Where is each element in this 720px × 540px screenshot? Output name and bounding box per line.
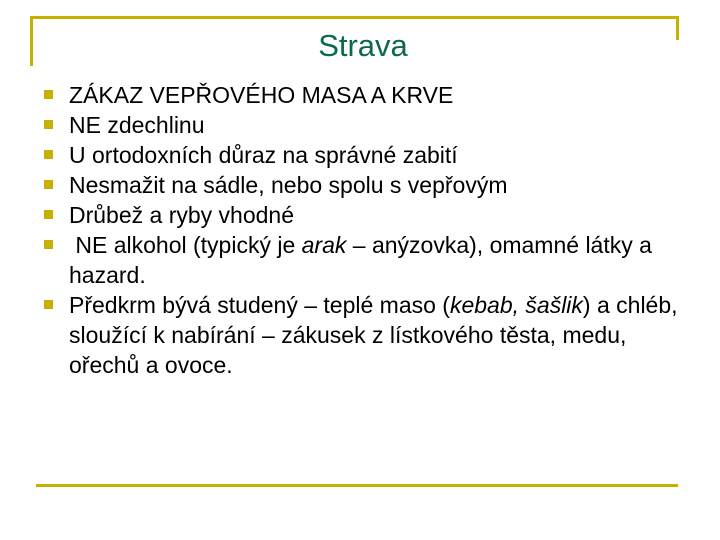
bullet-text: Drůbež a ryby vhodné	[69, 202, 295, 228]
frame-bottom-line	[36, 484, 678, 487]
bullet-item	[44, 140, 684, 170]
bullet-text-start: Předkrm bývá studený – teplé maso (	[69, 292, 450, 318]
slide-title: Strava	[318, 28, 408, 63]
bullet-text: Nesmažit na sádle, nebo spolu s vepřovým	[69, 172, 508, 198]
bullet-item	[44, 170, 684, 200]
bullet-item	[44, 200, 684, 230]
bullet-text	[69, 230, 684, 290]
square-bullet-icon	[44, 120, 53, 129]
bullet-item	[44, 290, 684, 380]
square-bullet-icon	[44, 240, 53, 249]
bullet-text-start: NE alkohol (typický je	[69, 232, 302, 258]
square-bullet-icon	[44, 210, 53, 219]
bullet-text: ZÁKAZ VEPŘOVÉHO MASA A KRVE	[69, 82, 454, 108]
bullet-text	[69, 290, 684, 380]
square-bullet-icon	[44, 180, 53, 189]
bullet-list	[44, 80, 684, 380]
square-bullet-icon	[44, 300, 53, 309]
square-bullet-icon	[44, 90, 53, 99]
bullet-text-end: ) a chléb, sloužící k nabírání – zákusek z lístkového těsta, medu, ořechů a ovoce.	[69, 292, 678, 378]
bullet-text-emphasis: arak	[301, 232, 347, 258]
bullet-text-emphasis: kebab, šašlik	[449, 292, 583, 318]
square-bullet-icon	[44, 150, 53, 159]
bullet-text-end: – anýzovka), omamné látky a hazard.	[69, 232, 652, 288]
bullet-item	[44, 230, 684, 290]
bullet-text: U ortodoxních důraz na správné zabití	[69, 142, 458, 168]
bullet-item	[44, 110, 684, 140]
bullet-text: NE zdechlinu	[69, 112, 205, 138]
bullet-item	[44, 80, 684, 110]
frame-top-line	[30, 16, 679, 19]
